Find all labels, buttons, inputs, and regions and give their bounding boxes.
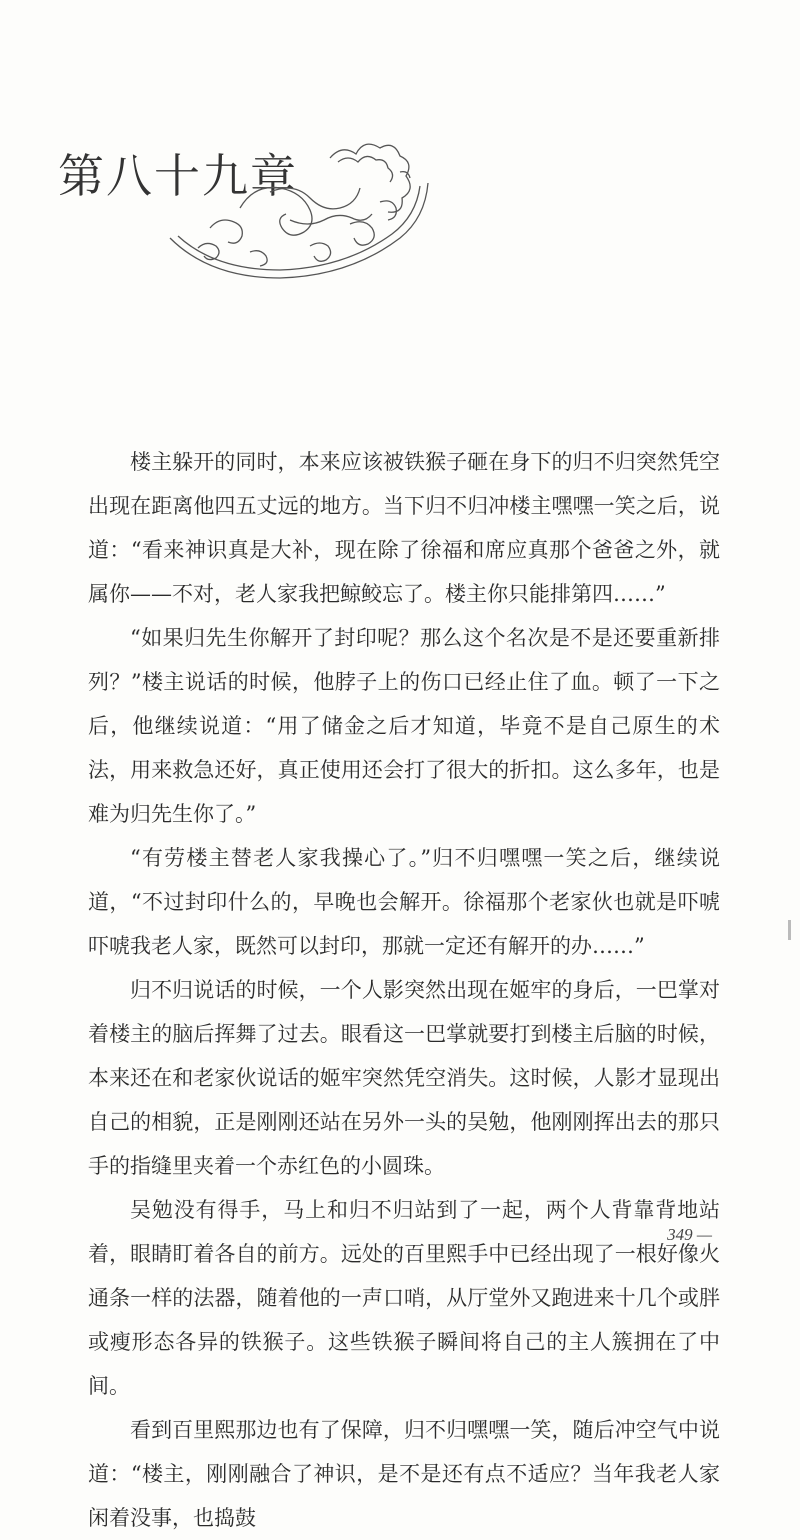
paragraph: 看到百里熙那边也有了保障，归不归嘿嘿一笑，随后冲空气中说道：“楼主，刚刚融合了神识，是不是还有点不适应？当年我老人家闲着没事，也捣鼓 <box>88 1418 720 1530</box>
paragraph: 楼主躲开的同时，本来应该被铁猴子砸在身下的归不归突然凭空出现在距离他四五丈远的地方。当下归不归冲楼主嘿嘿一笑之后，说道：“看来神识真是大补，现在除了徐福和席应真那个爸爸之外，就属你——不对，老人家我把鲸鲛忘了。楼主你只能排第四……” <box>88 450 720 606</box>
body-text <box>88 440 720 1540</box>
paragraph: “有劳楼主替老人家我操心了。”归不归嘿嘿一笑之后，继续说道，“不过封印什么的，早晚也会解开。徐福那个老家伙也就是吓唬吓唬我老人家，既然可以封印，那就一定还有解开的办……” <box>88 846 720 958</box>
scan-edge-mark <box>788 920 791 940</box>
paragraph: “如果归先生你解开了封印呢？那么这个名次是不是还要重新排列？”楼主说话的时候，他脖子上的伤口已经止住了血。顿了一下之后，他继续说道：“用了储金之后才知道，毕竟不是自己原生的术法，用来救急还好，真正使用还会打了很大的折扣。这么多年，也是难为归先生你了。” <box>88 626 720 826</box>
paragraph: 归不归说话的时候，一个人影突然出现在姬牢的身后，一巴掌对着楼主的脑后挥舞了过去。眼看这一巴掌就要打到楼主后脑的时候，本来还在和老家伙说话的姬牢突然凭空消失。这时候，人影才显现出自己的相貌，正是刚刚还站在另外一头的吴勉，他刚刚挥出去的那只手的指缝里夹着一个赤红色的小圆珠。 <box>88 978 720 1178</box>
paragraph: 吴勉没有得手，马上和归不归站到了一起，两个人背靠背地站着，眼睛盯着各自的前方。远处的百里熙手中已经出现了一根好像火通条一样的法器，随着他的一声口哨，从厅堂外又跑进来十几个或胖或瘦形态各异的铁猴子。这些铁猴子瞬间将自己的主人簇拥在了中间。 <box>88 1198 720 1398</box>
cloud-dragon-ornament <box>150 128 440 288</box>
page-number: 349 — <box>667 1225 712 1244</box>
chapter-title: 第八十九章 <box>58 149 298 203</box>
